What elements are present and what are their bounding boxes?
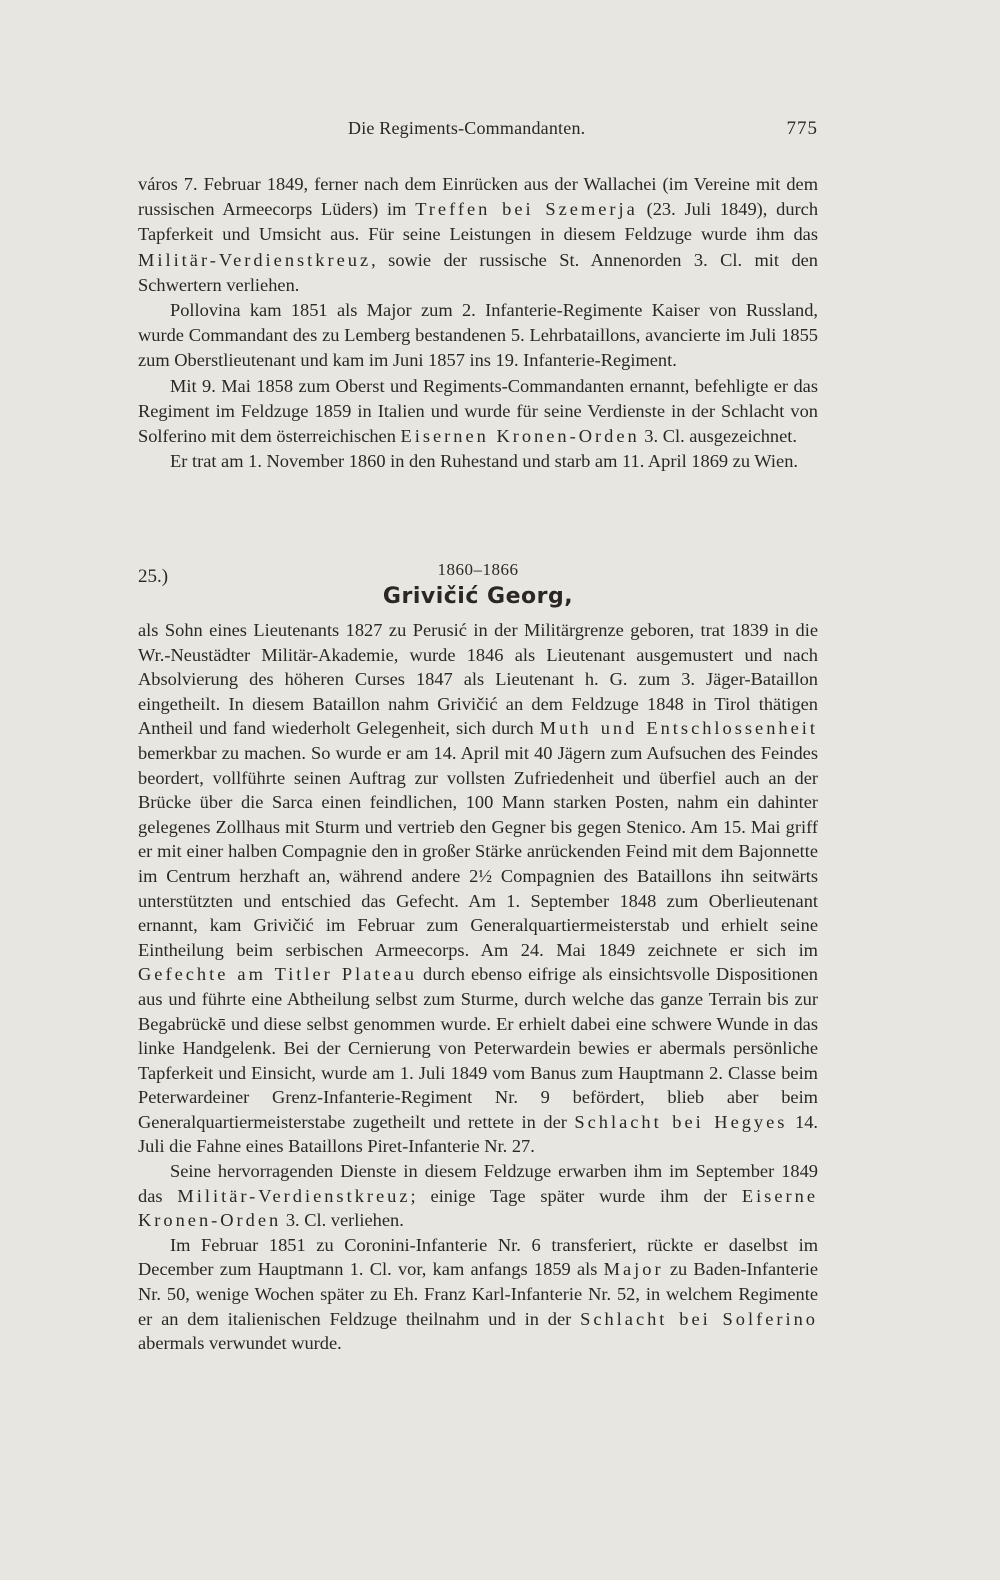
spaced-emphasis: Muth und Entschlossenheit (539, 718, 818, 739)
entry-years: 1860–1866 (437, 560, 519, 579)
spaced-emphasis: Gefechte am Titler Plateau (138, 964, 417, 985)
page-number: 775 (786, 118, 818, 139)
spaced-emphasis: Treffen bei Szemerja (415, 199, 638, 220)
spaced-emphasis: Major (603, 1259, 664, 1280)
spaced-emphasis: Militär-Verdienstkreuz (177, 1185, 411, 1206)
spaced-emphasis: Eisernen Kronen-Orden (400, 426, 640, 447)
entry-number: 25.) (138, 566, 169, 587)
entry-heading (138, 560, 818, 626)
spaced-emphasis: Eiserne Kronen-Orden (138, 1185, 818, 1231)
grivicic-entry-body (138, 618, 818, 1356)
spaced-emphasis: Schlacht bei Hegyes (574, 1111, 788, 1132)
pollovina-entry-continuation (138, 172, 818, 474)
page-header (138, 118, 818, 142)
paragraph: város 7. Februar 1849, ferner nach dem Einrücken aus der Wallachei (im Vereine mit dem russischen Armeecorps Lüders) im Treffen bei Szemerja (23. Juli 1849), durch Tapferkeit und Umsicht aus. Für seine Leistungen in diesem Feldzuge wurde ihm das Militär-Verdienstkreuz, sowie der russische St. Annenorden 3. Cl. mit den Schwertern verliehen. (138, 174, 819, 295)
paragraph: Seine hervorragenden Dienste in diesem Feldzuge erwarben ihm im September 1849 das Militär-Verdienstkreuz; einige Tage später wurde ihm der Eiserne Kronen-Orden 3. Cl. verliehen. (138, 1161, 818, 1231)
entry-name: Grivičić Georg, (382, 584, 574, 609)
spaced-emphasis: Schlacht bei Solferino (580, 1308, 818, 1329)
spaced-emphasis: Militär-Verdienstkreuz (138, 249, 372, 270)
running-title: Die Regiments-Commandanten. (348, 118, 586, 138)
paragraph: Pollovina kam 1851 als Major zum 2. Infanterie-Regimente Kaiser von Russland, wurde Commandant des zu Lemberg bestandenen 5. Lehrbataillons, avancierte im Juli 1855 zum Oberstlieutenant und kam im Juni 1857 ins 19. Infanterie-Regiment. (138, 300, 818, 371)
paragraph: Im Februar 1851 zu Coronini-Infanterie Nr. 6 transferiert, rückte er daselbst im December zum Hauptmann 1. Cl. vor, kam anfangs 1859 als Major zu Baden-Infanterie Nr. 50, wenige Wochen später zu Eh. Franz Karl-Infanterie Nr. 52, in welchem Regimente er an dem italienischen Feldzuge theilnahm und in der Schlacht bei Solferino abermals verwundet wurde. (138, 1234, 818, 1354)
paragraph: Er trat am 1. November 1860 in den Ruhestand und starb am 11. April 1869 zu Wien. (170, 451, 798, 472)
paragraph: Mit 9. Mai 1858 zum Oberst und Regiments-Commandanten ernannt, befehligte er das Regiment im Feldzuge 1859 in Italien und wurde für seine Verdienste in der Schlacht von Solferino mit dem österreichischen Eisernen Kronen-Orden 3. Cl. ausgezeichnet. (138, 375, 818, 447)
paragraph: als Sohn eines Lieutenants 1827 zu Perusić in der Militärgrenze geboren, trat 1839 in die Wr.-Neustädter Militär-Akademie, wurde 1846 als Lieutenant ausgemustert und nach Absolvierung des höheren Curses 1847 als Lieutenant h. G. zum 3. Jäger-Bataillon eingetheilt. In diesem Bataillon nahm Grivičić an dem Feldzuge 1848 in Tirol thätigen Antheil und fand wiederholt Gelegenheit, sich durch Muth und Entschlossenheit bemerkbar zu machen. So wurde er am 14. April mit 40 Jägern zum Aufsuchen des Feindes beordert, vollführte seinen Auftrag zur vollsten Zufriedenheit und überfiel auch an der Brücke über die Sarca einen feindlichen, 100 Mann starken Posten, nahm ein dahinter gelegenes Zollhaus mit Sturm und vertrieb den Gegner bis gegen Stenico. Am 15. Mai griff er mit einer halben Compagnie den in großer Stärke anrückenden Feind mit dem Bajonnette im Centrum herzhaft an, während andere 2½ Compagnien des Bataillons ihn seitwärts unterstützten und entschied das Gefecht. Am 1. September 1848 zum Oberlieutenant ernannt, kam Grivičić im Februar zum Generalquartiermeisterstab und erhielt seine Eintheilung beim serbischen Armeecorps. Am 24. Mai 1849 zeichnete er sich im Gefechte am Titler Plateau durch ebenso eifrige als einsichtsvolle Dispositionen aus und führte eine Abtheilung selbst zum Sturme, durch welche das ganze Terrain bis zur Begabrückē und diese selbst genommen wurde. Er erhielt dabei eine schwere Wunde in das linke Handgelenk. Bei der Cernierung von Peterwardein bewies er abermals persönliche Tapferkeit und Einsicht, wurde am 1. Juli 1849 vom Banus zum Hauptmann 2. Classe beim Peterwardeiner Grenz-Infanterie-Regiment Nr. 9 befördert, blieb aber beim Generalquartiermeisterstabe zugetheilt und rettete in der Schlacht bei Hegyes 14. Juli die Fahne eines Bataillons Piret-Infanterie Nr. 27. (138, 620, 818, 1157)
